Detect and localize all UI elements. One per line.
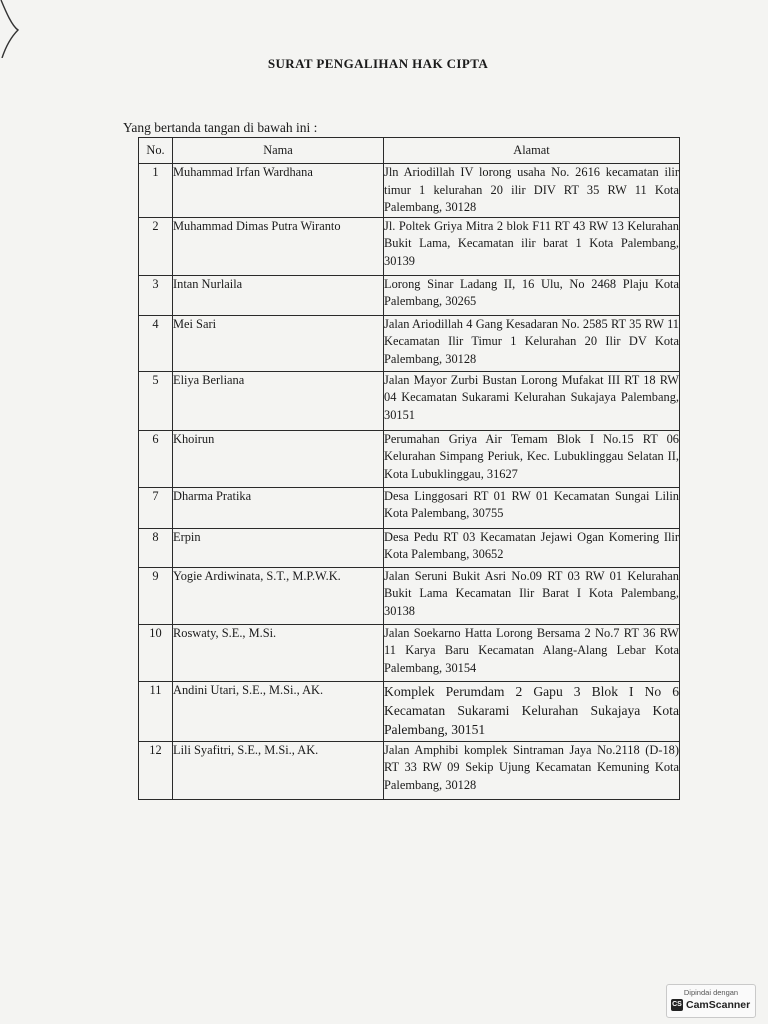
watermark-brand: CamScanner bbox=[686, 999, 751, 1011]
intro-text: Yang bertanda tangan di bawah ini : bbox=[123, 120, 318, 135]
row-no: 4 bbox=[139, 315, 173, 371]
row-name: Intan Nurlaila bbox=[173, 275, 384, 315]
table-row bbox=[139, 681, 680, 741]
row-name: Muhammad Irfan Wardhana bbox=[173, 164, 384, 218]
row-address: Desa Linggosari RT 01 RW 01 Kecamatan Sungai Lilin Kota Palembang, 30755 bbox=[384, 487, 680, 528]
row-no: 5 bbox=[139, 371, 173, 430]
table-row bbox=[139, 567, 680, 624]
row-name: Erpin bbox=[173, 528, 384, 567]
row-name: Lili Syafitri, S.E., M.Si., AK. bbox=[173, 741, 384, 799]
row-address: Jln Ariodillah IV lorong usaha No. 2616 kecamatan ilir timur 1 kelurahan 20 ilir DIV RT 35 RW 11 Kota Palembang, 30128 bbox=[384, 164, 680, 218]
table-row bbox=[139, 528, 680, 567]
row-no: 11 bbox=[139, 681, 173, 741]
row-address: Jalan Soekarno Hatta Lorong Bersama 2 No.7 RT 36 RW 11 Karya Baru Kecamatan Alang-Alang Lebar Kota Palembang, 30154 bbox=[384, 624, 680, 681]
row-no: 7 bbox=[139, 487, 173, 528]
row-address: Jalan Mayor Zurbi Bustan Lorong Mufakat III RT 18 RW 04 Kecamatan Sukarami Kelurahan Sukajaya Palembang, 30151 bbox=[384, 371, 680, 430]
row-address: Jalan Seruni Bukit Asri No.09 RT 03 RW 01 Kelurahan Bukit Lama Kecamatan Ilir Barat I Kota Palembang, 30138 bbox=[384, 567, 680, 624]
row-name: Dharma Pratika bbox=[173, 487, 384, 528]
table-row bbox=[139, 164, 680, 218]
document-title: SURAT PENGALIHAN HAK CIPTA bbox=[267, 56, 489, 71]
header-nama: Nama bbox=[173, 138, 384, 164]
row-address: Perumahan Griya Air Temam Blok I No.15 RT 06 Kelurahan Simpang Periuk, Kec. Lubuklinggau Selatan II, Kota Lubuklinggau, 31627 bbox=[384, 430, 680, 487]
header-no: No. bbox=[139, 138, 173, 164]
row-name: Roswaty, S.E., M.Si. bbox=[173, 624, 384, 681]
row-no: 1 bbox=[139, 164, 173, 218]
row-address: Jalan Ariodillah 4 Gang Kesadaran No. 2585 RT 35 RW 11 Kecamatan Ilir Timur 1 Kelurahan 20 Ilir DV Kota Palembang, 30128 bbox=[384, 315, 680, 371]
camscanner-watermark bbox=[666, 984, 756, 1018]
table-header-row bbox=[139, 138, 680, 164]
row-name: Eliya Berliana bbox=[173, 371, 384, 430]
row-name: Muhammad Dimas Putra Wiranto bbox=[173, 217, 384, 275]
row-address: Jalan Amphibi komplek Sintraman Jaya No.2118 (D-18) RT 33 RW 09 Sekip Ujung Kecamatan Kemuning Kota Palembang, 30128 bbox=[384, 741, 680, 799]
row-address: Komplek Perumdam 2 Gapu 3 Blok I No 6 Kecamatan Sukarami Kelurahan Sukajaya Kota Palembang, 30151 bbox=[384, 681, 680, 741]
watermark-caption: Dipindai dengan bbox=[683, 988, 739, 997]
table-row bbox=[139, 430, 680, 487]
row-address: Desa Pedu RT 03 Kecamatan Jejawi Ogan Komering Ilir Kota Palembang, 30652 bbox=[384, 528, 680, 567]
row-address: Jl. Poltek Griya Mitra 2 blok F11 RT 43 RW 13 Kelurahan Bukit Lama, Kecamatan ilir barat 1 Kota Palembang, 30139 bbox=[384, 217, 680, 275]
table-row bbox=[139, 315, 680, 371]
row-name: Andini Utari, S.E., M.Si., AK. bbox=[173, 681, 384, 741]
row-no: 10 bbox=[139, 624, 173, 681]
row-name: Mei Sari bbox=[173, 315, 384, 371]
header-alamat: Alamat bbox=[384, 138, 680, 164]
row-no: 12 bbox=[139, 741, 173, 799]
row-name: Khoirun bbox=[173, 430, 384, 487]
row-no: 2 bbox=[139, 217, 173, 275]
row-address: Lorong Sinar Ladang II, 16 Ulu, No 2468 Plaju Kota Palembang, 30265 bbox=[384, 275, 680, 315]
row-no: 6 bbox=[139, 430, 173, 487]
camscanner-logo-icon: CS bbox=[671, 999, 683, 1011]
row-no: 8 bbox=[139, 528, 173, 567]
table-row bbox=[139, 217, 680, 275]
table-row bbox=[139, 275, 680, 315]
table-row bbox=[139, 741, 680, 799]
table-row bbox=[139, 487, 680, 528]
row-name: Yogie Ardiwinata, S.T., M.P.W.K. bbox=[173, 567, 384, 624]
table-row bbox=[139, 624, 680, 681]
row-no: 9 bbox=[139, 567, 173, 624]
table-row bbox=[139, 371, 680, 430]
pen-mark-icon bbox=[0, 0, 20, 58]
row-no: 3 bbox=[139, 275, 173, 315]
author-table bbox=[138, 137, 680, 800]
